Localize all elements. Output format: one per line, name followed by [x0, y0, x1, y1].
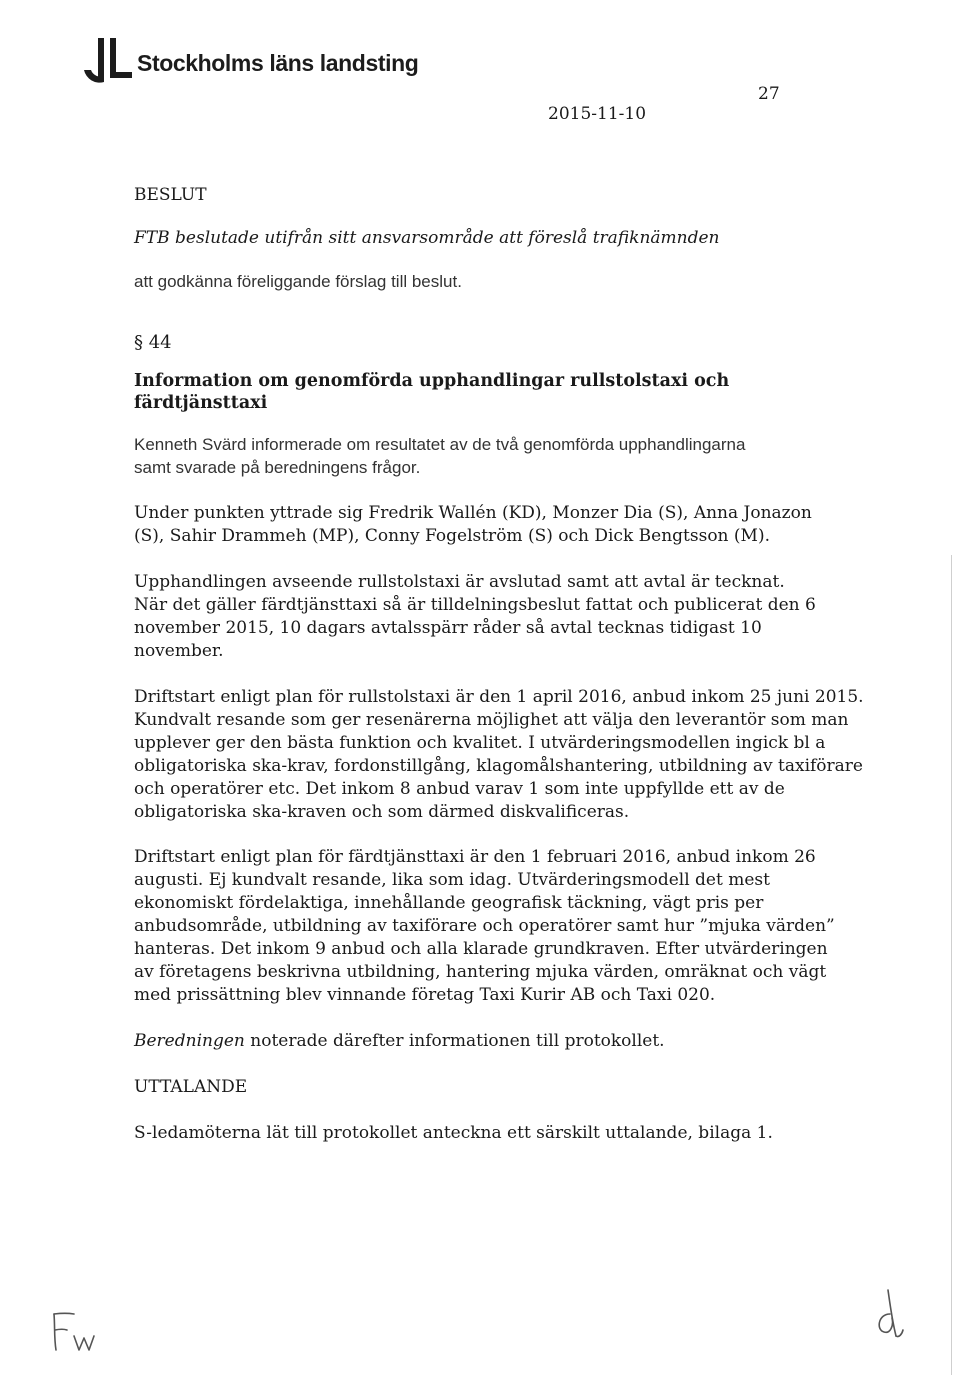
signature-right — [868, 1284, 908, 1344]
text-line: samt svarade på beredningens frågor. — [134, 458, 421, 477]
section-title-line: Information om genomförda upphandlingar rullstolstaxi och — [134, 371, 730, 391]
beslut-heading: BESLUT — [134, 185, 207, 205]
text-line: augusti. Ej kundvalt resande, lika som idag. Utvärderingsmodell det mest — [134, 870, 770, 890]
paragraph-speakers — [134, 502, 834, 548]
text-line: Driftstart enligt plan för rullstolstaxi är den 1 april 2016, anbud inkom 25 juni 2015. — [134, 687, 864, 707]
uttalande-text: S-ledamöterna lät till protokollet anteckna ett särskilt uttalande, bilaga 1. — [134, 1123, 773, 1143]
text-line: anbudsområde, utbildning av taxiförare och operatörer samt hur ”mjuka värden” — [134, 916, 835, 936]
logo-text: Stockholms läns landsting — [137, 50, 419, 76]
section-title-line: färdtjänsttaxi — [134, 393, 268, 413]
sll-logo-mark-icon — [80, 36, 136, 86]
text-line: obligatoriska ska-krav, fordonstillgång, klagomålshantering, utbildning av taxiförare — [134, 756, 863, 776]
text-line: november 2015, 10 dagars avtalsspärr råder så avtal tecknas tidigast 10 — [134, 618, 762, 638]
text-line: obligatoriska ska-kraven och som därmed diskvalificeras. — [134, 802, 630, 822]
text-line: (S), Sahir Drammeh (MP), Conny Fogelström (S) och Dick Bengtsson (M). — [134, 526, 770, 546]
text-line: och operatörer etc. Det inkom 8 anbud varav 1 som inte uppfyllde ett av de — [134, 779, 785, 799]
text-line: Upphandlingen avseende rullstolstaxi är avslutad samt att avtal är tecknat. — [134, 572, 785, 592]
beredningen-text: noterade därefter informationen till protokollet. — [244, 1031, 665, 1051]
uttalande-heading: UTTALANDE — [134, 1077, 248, 1097]
section-number: § 44 — [134, 332, 172, 353]
text-line: ekonomiskt fördelaktiga, innehållande geografisk täckning, vägt pris per — [134, 893, 764, 913]
text-line: Under punkten yttrade sig Fredrik Wallén (KD), Monzer Dia (S), Anna Jonazon — [134, 503, 812, 523]
beredningen-label: Beredningen — [134, 1031, 245, 1051]
document-date: 2015-11-10 — [548, 104, 647, 124]
text-line: När det gäller färdtjänsttaxi så är tilldelningsbeslut fattat och publicerat den 6 — [134, 595, 816, 615]
text-line: upplever ger den bästa funktion och kvalitet. I utvärderingsmodellen ingick bl a — [134, 733, 826, 753]
section-title — [134, 370, 834, 414]
paragraph-fardtjansttaxi — [134, 846, 834, 1007]
text-line: Driftstart enligt plan för färdtjänsttaxi är den 1 februari 2016, anbud inkom 26 — [134, 847, 816, 867]
paragraph-presentation — [134, 433, 834, 479]
scan-edge-line — [951, 555, 952, 1375]
text-line: Kundvalt resande som ger resenärerna möjlighet att välja den leverantör som man — [134, 710, 849, 730]
text-line: november. — [134, 641, 224, 661]
paragraph-procurement-status — [134, 571, 834, 663]
text-line: av företagens beskrivna utbildning, hantering mjuka värden, omräknat och vägt — [134, 962, 827, 982]
beslut-decision: att godkänna föreliggande förslag till beslut. — [134, 272, 462, 291]
text-line: med prissättning blev vinnande företag Taxi Kurir AB och Taxi 020. — [134, 985, 716, 1005]
signature-left — [48, 1306, 108, 1356]
text-line: hanteras. Det inkom 9 anbud och alla klarade grundkraven. Efter utvärderingen — [134, 939, 828, 959]
beslut-intro: FTB beslutade utifrån sitt ansvarsområde att föreslå trafiknämnden — [134, 228, 720, 248]
paragraph-rullstolstaxi — [134, 686, 864, 824]
text-line: Kenneth Svärd informerade om resultatet av de två genomförda upphandlingarna — [134, 435, 746, 454]
paragraph-beredningen — [134, 1030, 834, 1053]
page-number: 27 — [758, 84, 780, 104]
